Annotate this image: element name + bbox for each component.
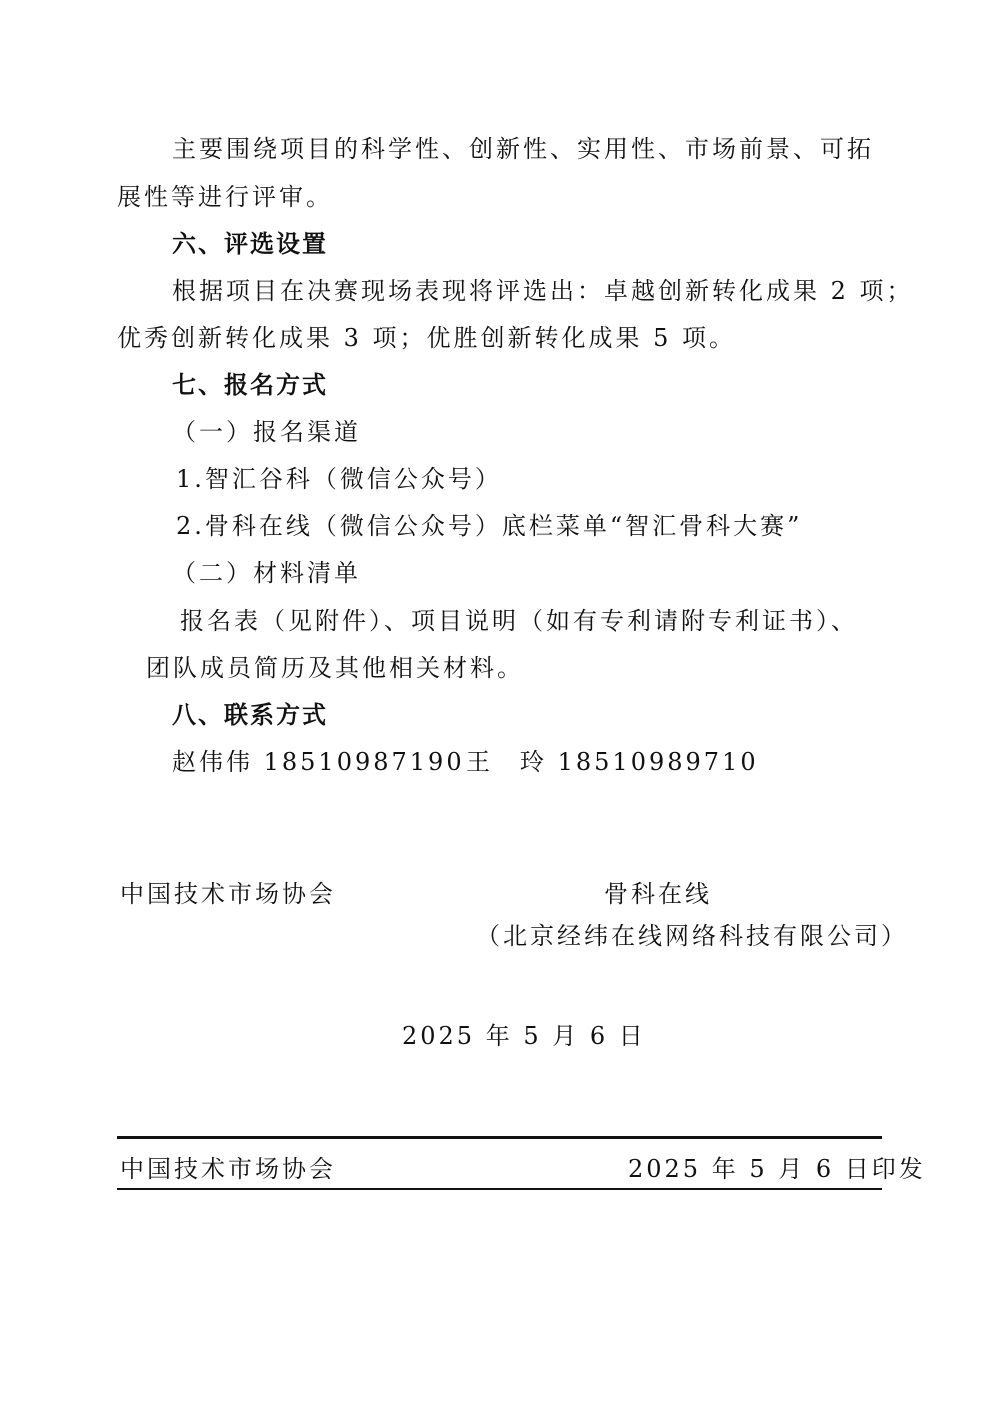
section-heading-contact: 八、联系方式 (172, 701, 328, 729)
signature-org-left: 中国技术市场协会 (120, 880, 336, 908)
footer-bottom-rule (117, 1188, 882, 1190)
channel-item-2: 2.骨科在线（微信公众号）底栏菜单“智汇骨科大赛” (176, 512, 803, 540)
subheading-materials: （二）材料清单 (172, 559, 361, 587)
subheading-channels: （一）报名渠道 (172, 418, 361, 446)
materials-line-1: 报名表（见附件）、项目说明（如有专利请附专利证书）、 (180, 607, 858, 635)
footer-issue-date: 2025 年 5 月 6 日印发 (628, 1155, 926, 1183)
contact-person-2: 王 玲 18510989710 (466, 748, 759, 776)
footer-top-rule (117, 1136, 882, 1139)
footer-issuer: 中国技术市场协会 (120, 1155, 336, 1183)
contact-person-1: 赵伟伟 18510987190 (172, 748, 465, 776)
channel-item-1: 1.智汇谷科（微信公众号） (176, 465, 502, 493)
review-criteria-line-1: 主要围绕项目的科学性、创新性、实用性、市场前景、可拓 (172, 135, 874, 163)
section-heading-selection: 六、评选设置 (172, 230, 328, 258)
materials-line-2: 团队成员简历及其他相关材料。 (146, 654, 524, 682)
signature-date: 2025 年 5 月 6 日 (402, 1022, 646, 1050)
section-heading-registration: 七、报名方式 (172, 371, 328, 399)
review-criteria-line-2: 展性等进行评审。 (117, 183, 333, 211)
signature-org-right: 骨科在线 (604, 880, 712, 908)
signature-org-right-fullname: （北京经纬在线网络科技有限公司） (476, 922, 908, 950)
awards-line-1: 根据项目在决赛现场表现将评选出：卓越创新转化成果 2 项； (172, 277, 914, 305)
awards-line-2: 优秀创新转化成果 3 项；优胜创新转化成果 5 项。 (117, 324, 737, 352)
